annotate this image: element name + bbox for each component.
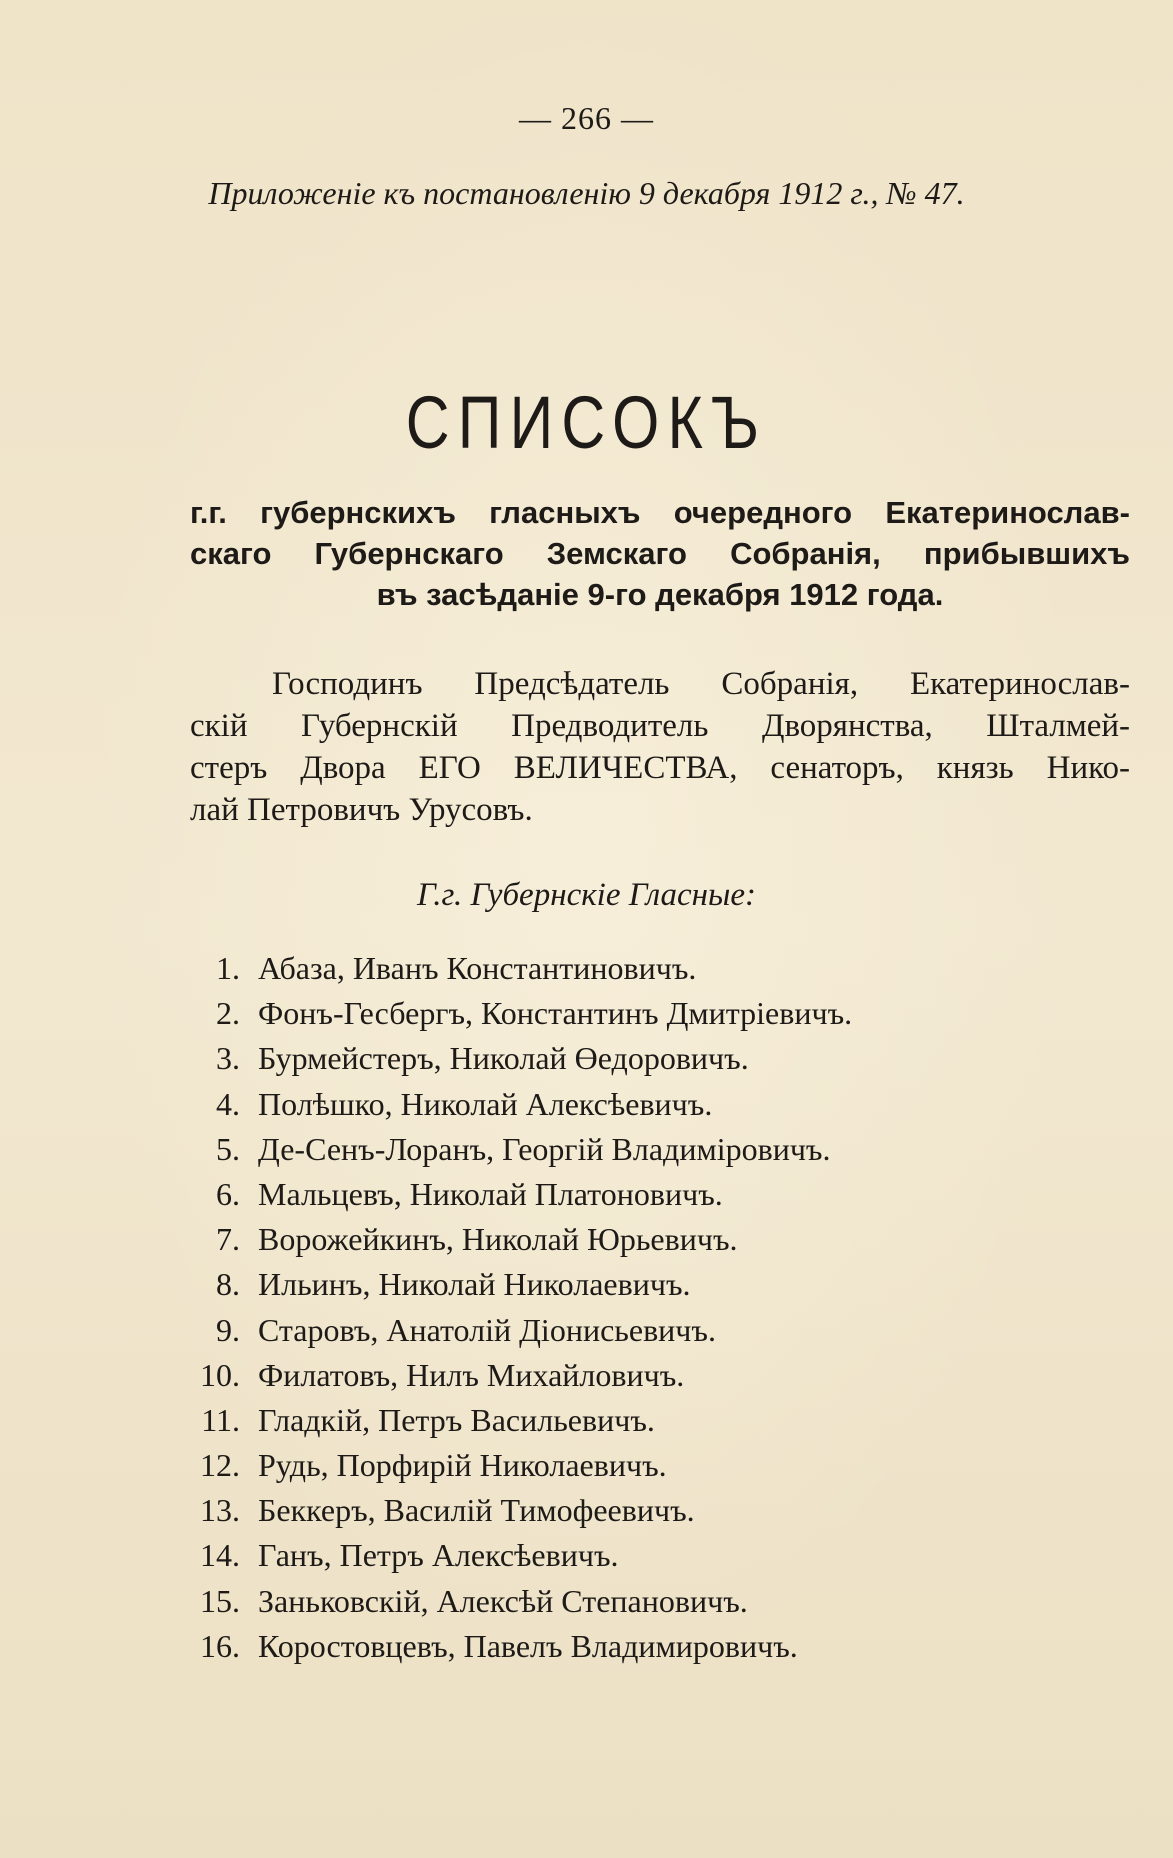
member-name: Ильинъ, Николай Николаевичъ. (258, 1266, 691, 1303)
member-name: Де-Сенъ-Лоранъ, Георгій Владиміровичъ. (258, 1130, 831, 1167)
member-number: 2. (216, 995, 240, 1032)
member-number: 16. (200, 1627, 240, 1664)
member-name: Мальцевъ, Николай Платоновичъ. (258, 1175, 723, 1212)
member-number: 15. (200, 1582, 240, 1619)
member-number: 9. (216, 1311, 240, 1348)
member-item (180, 1308, 1080, 1353)
member-name: Бурмейстеръ, Николай Өедоровичъ. (258, 1040, 749, 1077)
member-number: 8. (216, 1266, 240, 1303)
member-number: 6. (216, 1175, 240, 1212)
subtitle-line: въ засѣданіе 9-го декабря 1912 года. (376, 577, 944, 612)
member-item (180, 1353, 1080, 1398)
member-number: 3. (216, 1040, 240, 1077)
member-name: Филатовъ, Нилъ Михайловичъ. (258, 1356, 685, 1393)
member-number: 1. (216, 950, 240, 986)
section-heading: Г.г. Губернскіе Гласные: (416, 877, 757, 913)
document-title: СПИСОКЪ (405, 381, 768, 464)
member-name: Рудь, Порфирій Николаевичъ. (258, 1447, 667, 1484)
member-number: 7. (216, 1221, 240, 1258)
subtitle-line: скаго Губернскаго Земскаго Собранія, прибывшихъ (190, 536, 1130, 571)
member-item (180, 1488, 1080, 1533)
member-item (180, 991, 1080, 1036)
member-name: Ганъ, Петръ Алексѣевичъ. (258, 1537, 619, 1574)
member-name: Ворожейкинъ, Николай Юрьевичъ. (258, 1221, 738, 1258)
member-name: Абаза, Иванъ Константиновичъ. (258, 950, 697, 986)
member-item (180, 1262, 1080, 1307)
member-name: Беккеръ, Василій Тимофеевичъ. (258, 1492, 695, 1529)
member-name: Заньковскій, Алексѣй Степановичъ. (258, 1582, 748, 1619)
appendix-note: Приложеніе къ постановленію 9 декабря 1912 г., № 47. (208, 175, 965, 211)
member-name: Фонъ-Гесбергъ, Константинъ Дмитріевичъ. (258, 995, 853, 1032)
member-number: 13. (200, 1492, 240, 1529)
member-number: 12. (200, 1447, 240, 1484)
chairman-paragraph (190, 663, 1130, 831)
page-number: — 266 — (519, 100, 654, 136)
chairman-line: скій Губернскій Предводитель Дворянства, Шталмей- (190, 708, 1130, 744)
member-item (180, 1082, 1080, 1127)
subtitle-line: г.г. губернскихъ гласныхъ очередного Екатеринослав- (190, 495, 1130, 530)
member-number: 10. (200, 1356, 240, 1393)
member-item (180, 1398, 1080, 1443)
member-name: Коростовцевъ, Павелъ Владимировичъ. (258, 1627, 798, 1664)
member-item (180, 1579, 1080, 1624)
member-item (180, 1443, 1080, 1488)
member-item (180, 1533, 1080, 1578)
member-item (180, 1036, 1080, 1081)
member-item (180, 946, 1080, 991)
member-number: 4. (216, 1085, 240, 1122)
member-name: Гладкій, Петръ Васильевичъ. (258, 1401, 655, 1438)
member-number: 14. (200, 1537, 240, 1574)
chairman-line: лай Петровичъ Урусовъ. (190, 792, 533, 828)
document-subtitle (190, 492, 1130, 615)
chairman-line: стеръ Двора ЕГО ВЕЛИЧЕСТВА, сенаторъ, князь Нико- (190, 750, 1130, 786)
member-item (180, 1172, 1080, 1217)
member-item (180, 1127, 1080, 1172)
member-name: Старовъ, Анатолій Діонисьевичъ. (258, 1311, 716, 1348)
member-number: 11. (201, 1401, 240, 1438)
member-item (180, 1217, 1080, 1262)
member-name: Полѣшко, Николай Алексѣевичъ. (258, 1085, 713, 1122)
member-item (180, 1624, 1080, 1669)
members-list (180, 946, 1080, 1669)
chairman-line: Господинъ Предсѣдатель Собранія, Екатеринослав- (272, 666, 1130, 702)
member-number: 5. (216, 1130, 240, 1167)
